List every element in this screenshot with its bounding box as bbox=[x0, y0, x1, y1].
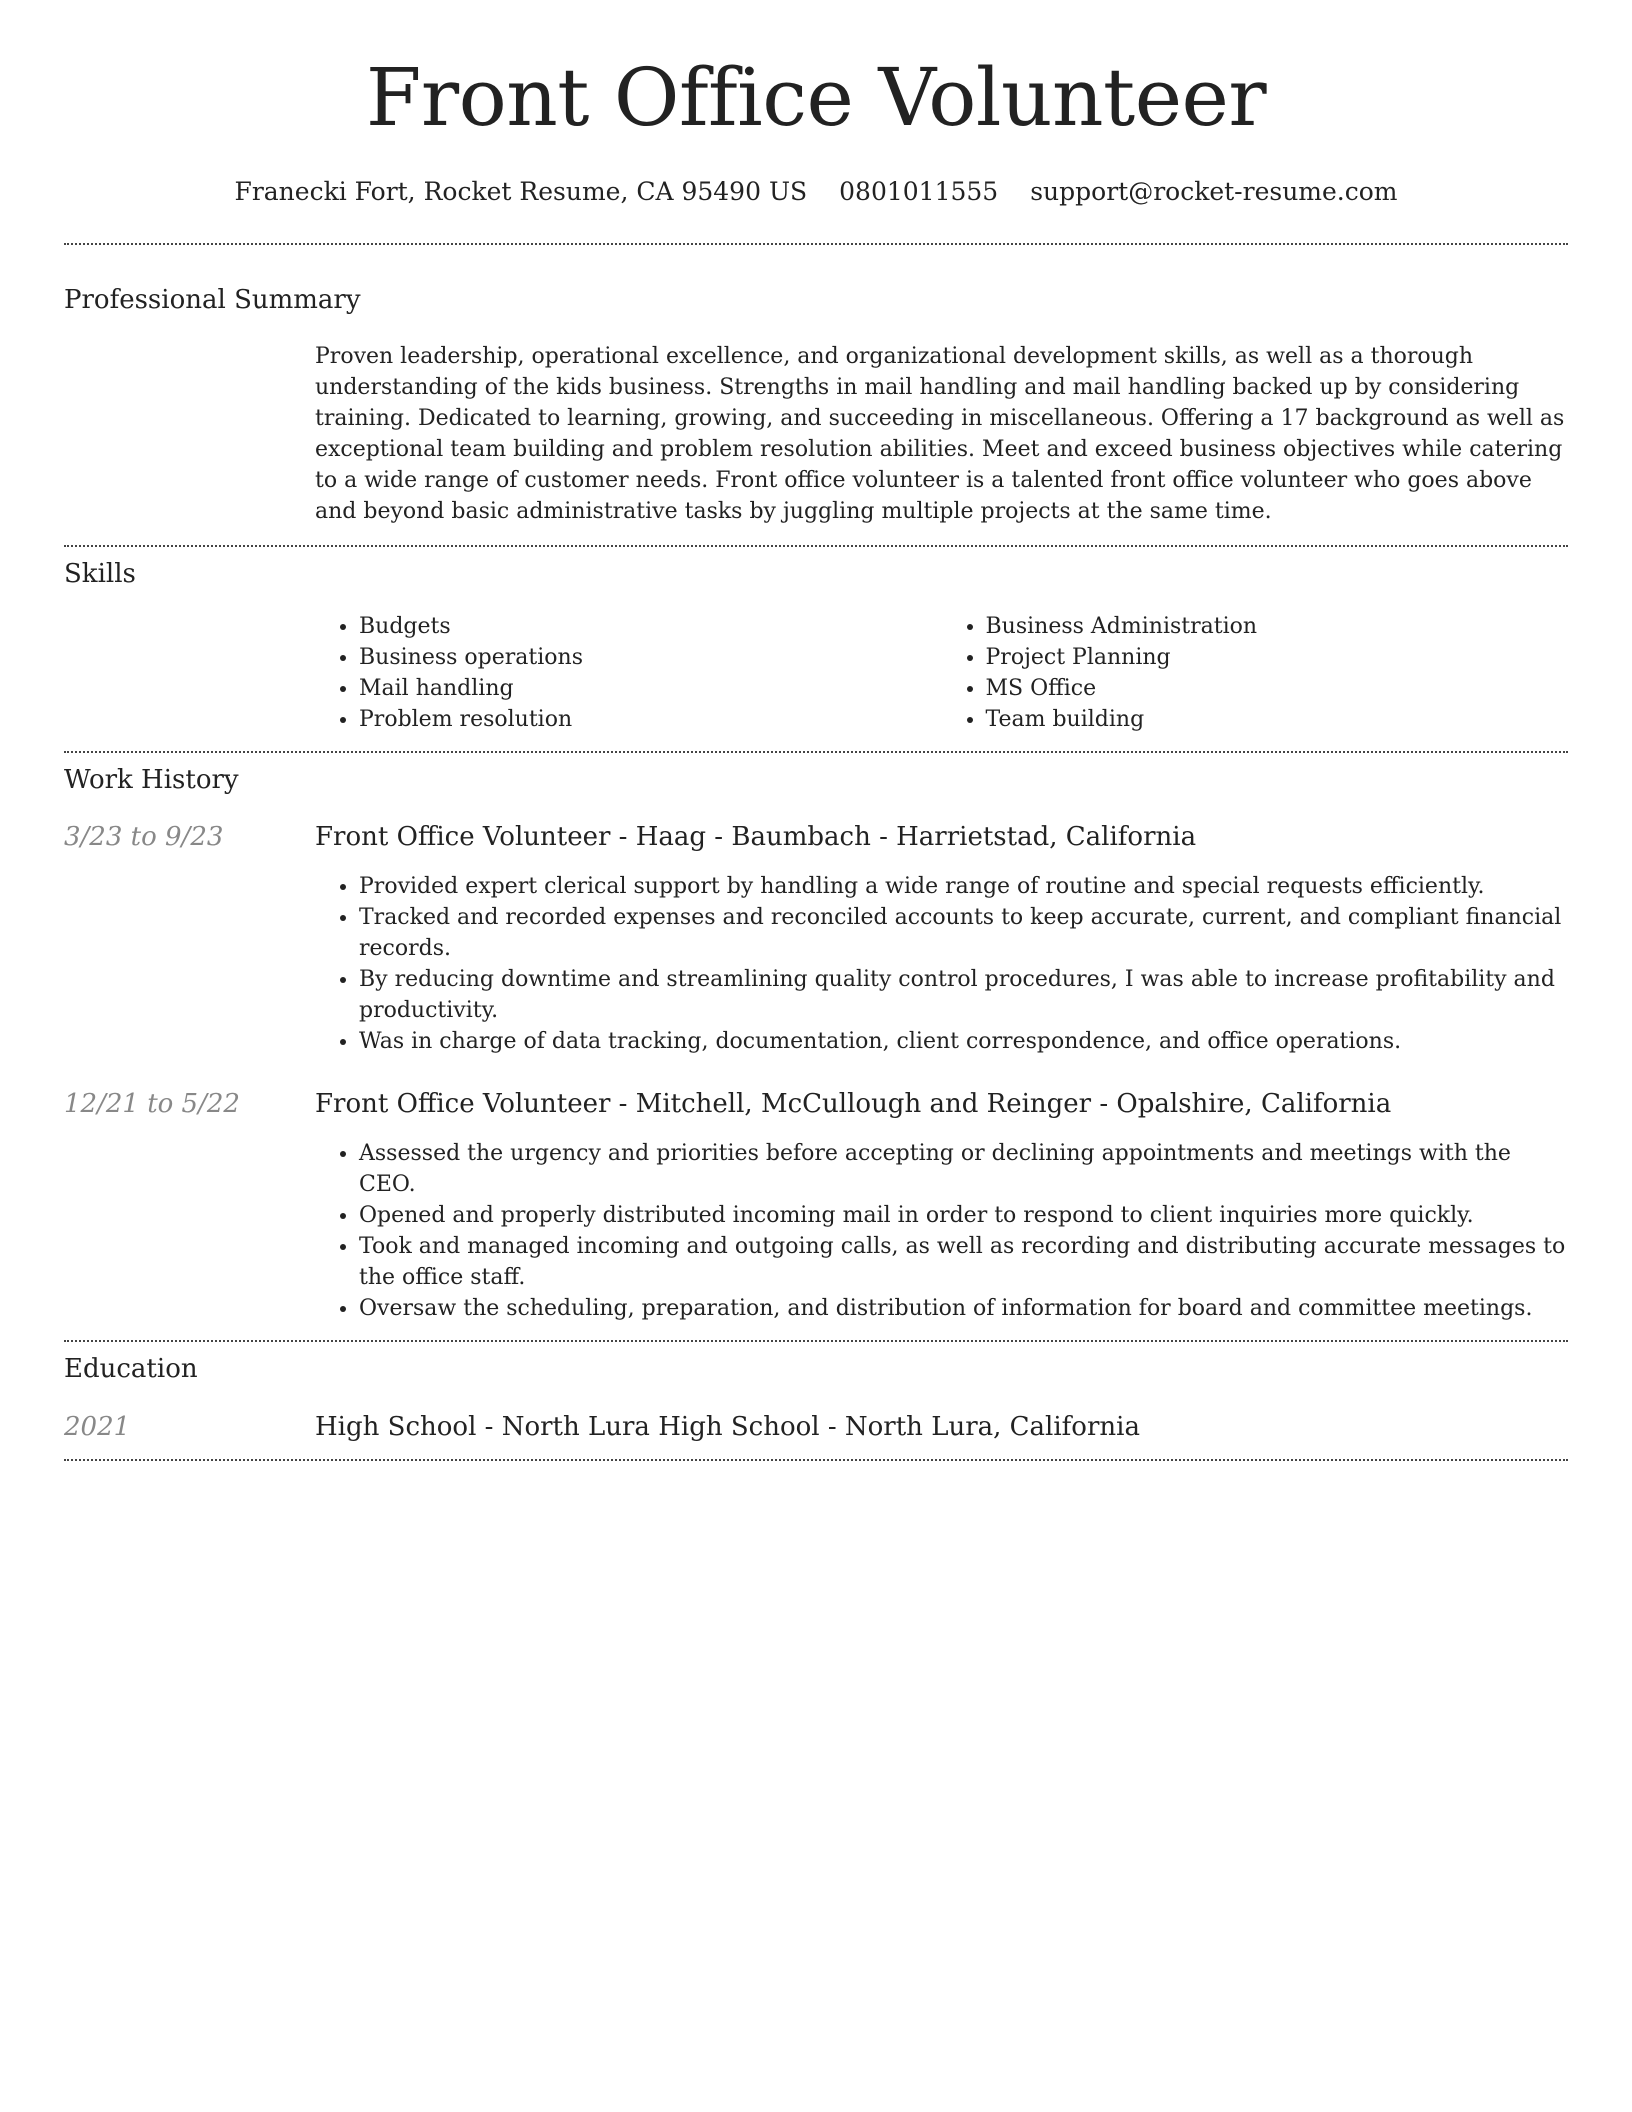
section-title-skills: Skills bbox=[64, 558, 136, 589]
job-heading bbox=[315, 1089, 1568, 1120]
job-bullet: • Opened and properly distributed incoming mail in order to respond to client inquiries more quickly. bbox=[359, 1200, 1568, 1231]
contact-line bbox=[64, 176, 1568, 209]
job-dates: 3/23 to 9/23 bbox=[64, 822, 224, 853]
resume-page bbox=[64, 0, 1568, 1461]
divider bbox=[64, 1340, 1568, 1342]
job-entry bbox=[64, 822, 1568, 1057]
skill-item: • Project Planning bbox=[986, 642, 1569, 673]
candidate-name: Front Office Volunteer bbox=[365, 51, 1267, 144]
divider bbox=[64, 545, 1568, 547]
job-bullet: • Took and managed incoming and outgoing calls, as well as recording and distributing accurate messages to the office staff. bbox=[359, 1231, 1568, 1293]
skills-column-left bbox=[315, 611, 942, 735]
job-title: Front Office Volunteer bbox=[315, 1089, 611, 1120]
job-bullet: • Oversaw the scheduling, preparation, and distribution of information for board and committee meetings. bbox=[359, 1293, 1568, 1324]
job-bullet: • Tracked and recorded expenses and reconciled accounts to keep accurate, current, and compliant financial records. bbox=[359, 902, 1568, 964]
job-heading bbox=[315, 822, 1568, 853]
skill-item: • Mail handling bbox=[359, 673, 942, 704]
skills-list bbox=[315, 611, 1568, 735]
skill-item: • Budgets bbox=[359, 611, 942, 642]
job-title: Front Office Volunteer bbox=[315, 822, 611, 853]
job-bullet: • Provided expert clerical support by handling a wide range of routine and special requests efficiently. bbox=[359, 871, 1568, 902]
skill-item: • Team building bbox=[986, 704, 1569, 735]
divider bbox=[64, 751, 1568, 753]
section-title-work: Work History bbox=[64, 764, 239, 795]
education-heading bbox=[315, 1412, 1568, 1443]
contact-address: Franecki Fort, Rocket Resume, CA 95490 US bbox=[234, 177, 808, 206]
skill-item: • MS Office bbox=[986, 673, 1569, 704]
job-bullet: • Assessed the urgency and priorities before accepting or declining appointments and meetings with the CEO. bbox=[359, 1138, 1568, 1200]
section-title-education: Education bbox=[64, 1354, 198, 1385]
divider bbox=[64, 1459, 1568, 1461]
education-entry bbox=[64, 1412, 1568, 1443]
skill-item: • Business Administration bbox=[986, 611, 1569, 642]
education-details bbox=[315, 1412, 1568, 1443]
job-details bbox=[315, 822, 1568, 1057]
job-employer-location: - Haag - Baumbach - Harrietstad, California bbox=[610, 822, 1197, 853]
job-bullets bbox=[315, 871, 1568, 1057]
education-degree: High School bbox=[315, 1411, 477, 1442]
skill-item: • Business operations bbox=[359, 642, 942, 673]
job-bullet: • By reducing downtime and streamlining quality control procedures, I was able to increase profitability and productivity. bbox=[359, 964, 1568, 1026]
education-year: 2021 bbox=[64, 1411, 131, 1442]
job-dates: 12/21 to 5/22 bbox=[64, 1089, 240, 1120]
education-school-location: - North Lura High School - North Lura, California bbox=[476, 1411, 1140, 1442]
contact-phone: 0801011555 bbox=[839, 177, 999, 206]
job-entry bbox=[64, 1089, 1568, 1324]
contact-email[interactable]: support@rocket-resume.com bbox=[1030, 177, 1398, 206]
skill-item: • Problem resolution bbox=[359, 704, 942, 735]
job-employer-location: - Mitchell, McCullough and Reinger - Opalshire, California bbox=[610, 1089, 1392, 1120]
summary-text: Proven leadership, operational excellence, and organizational development skills, as well as a thorough understanding of the kids business. Strengths in mail handling and mail handling backed up by considering training. Dedicated to learning, growing, and succeeding in miscellaneous. Offering a 17 background as well as exceptional team building and problem resolution abilities. Meet and exceed business objectives while catering to a wide range of customer needs. Front office volunteer is a talented front office volunteer who goes above and beyond basic administrative tasks by juggling multiple projects at the same time. bbox=[315, 343, 1565, 524]
divider bbox=[64, 243, 1568, 245]
job-bullets bbox=[315, 1138, 1568, 1324]
skills-column-right bbox=[942, 611, 1569, 735]
job-bullet: • Was in charge of data tracking, documentation, client correspondence, and office operations. bbox=[359, 1026, 1568, 1057]
section-title-summary: Professional Summary bbox=[64, 284, 361, 315]
job-details bbox=[315, 1089, 1568, 1324]
